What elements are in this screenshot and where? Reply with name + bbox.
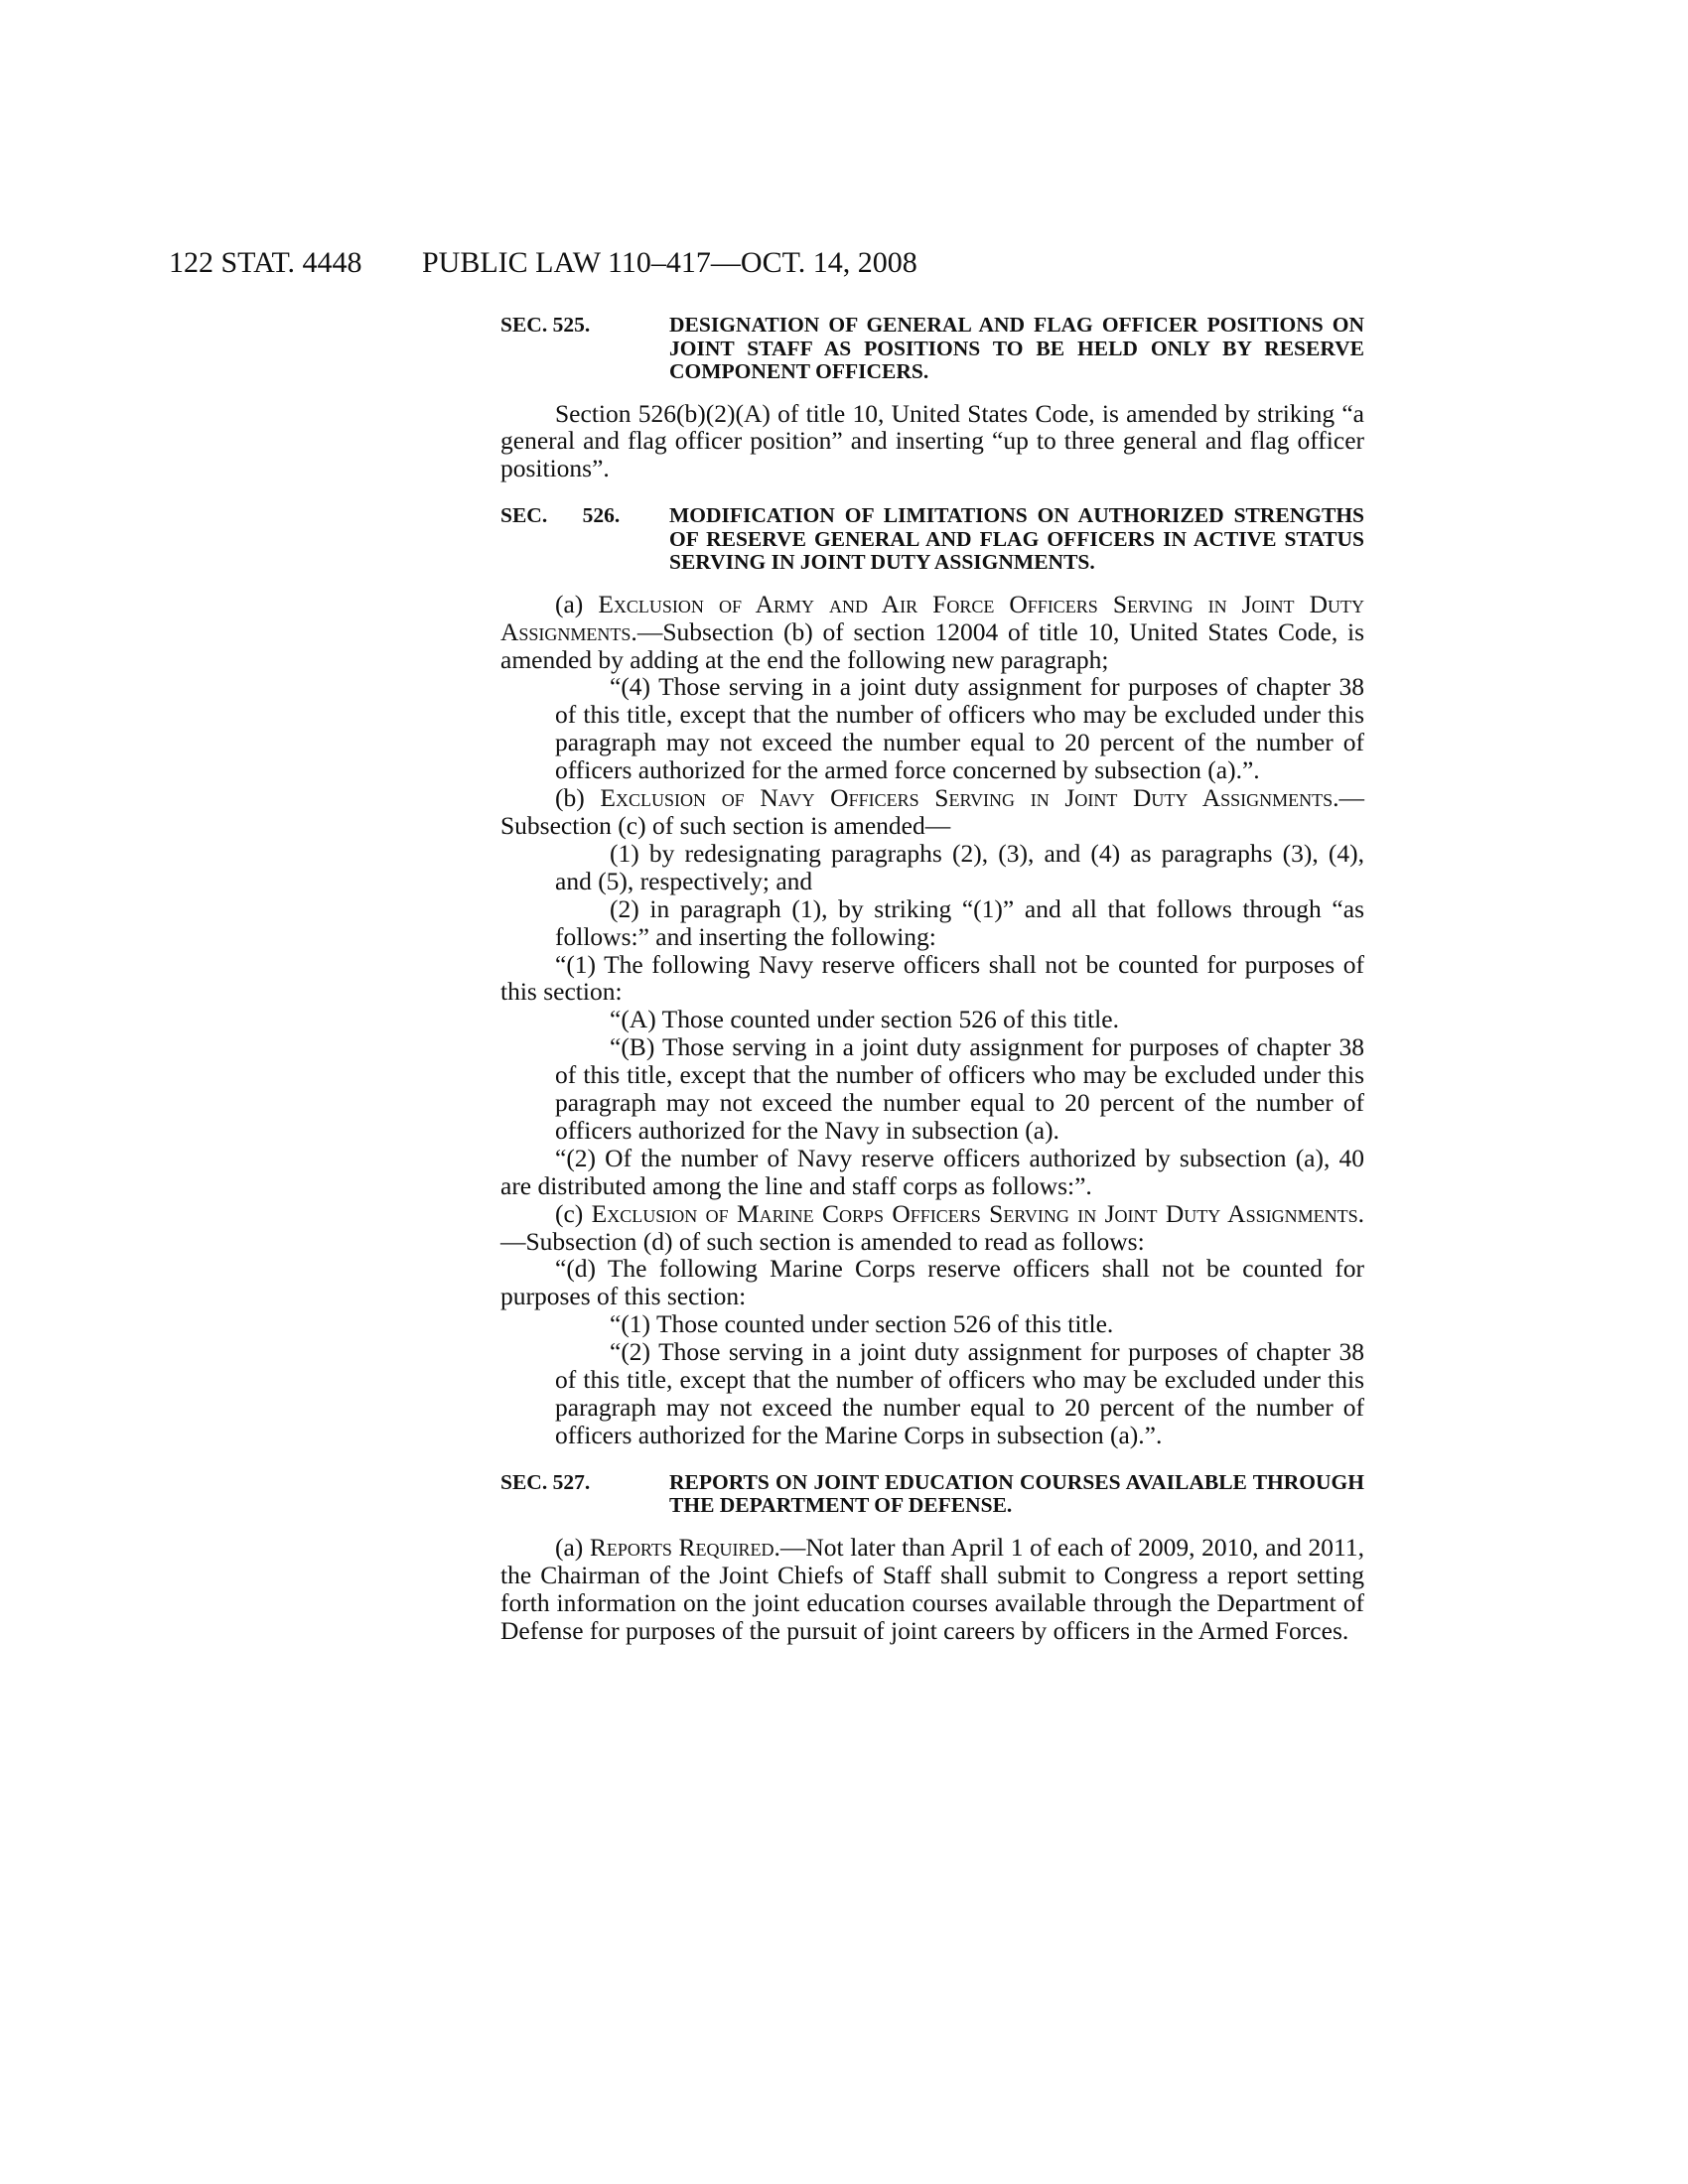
subsection-heading: Exclusion of Army and Air Force Officers Serving in Joint Duty Assignments. [500, 589, 1364, 646]
page-header [169, 246, 1460, 290]
quoted-subparagraph: “(B) Those serving in a joint duty assignment for purposes of chapter 38 of this title, except that the number of officers who may be excluded under this paragraph may not exceed the number equal to 20 percent of the number of officers authorized for the Navy in subsection (a). [555, 1032, 1364, 1145]
quoted-paragraph: “(1) The following Navy reserve officers shall not be counted for purposes of this section: [500, 949, 1364, 1007]
public-law-citation: PUBLIC LAW 110–417—OCT. 14, 2008 [422, 246, 917, 279]
section-title: REPORTS ON JOINT EDUCATION COURSES AVAILABLE THROUGH THE DEPARTMENT OF DEFENSE. [669, 1469, 1364, 1518]
section-527-heading [500, 1471, 1364, 1518]
section-525-heading [500, 314, 1364, 384]
paragraph-item: (2) in paragraph (1), by striking “(1)” and all that follows through “as follows:” and inserting the following: [555, 893, 1364, 951]
section-title: MODIFICATION OF LIMITATIONS ON AUTHORIZED STRENGTHS OF RESERVE GENERAL AND FLAG OFFICERS IN ACTIVE STATUS SERVING IN JOINT DUTY ASSIGNMENTS. [669, 503, 1364, 575]
subsection-heading: Exclusion of Marine Corps Officers Serving in Joint Duty Assignments. [591, 1198, 1364, 1228]
section-526-heading [500, 504, 1364, 575]
statute-page-number: 122 STAT. 4448 [169, 246, 362, 279]
subsection-a: (a) Exclusion of Army and Air Force Officers Serving in Joint Duty Assignments.—Subsection (b) of section 12004 of title 10, United States Code, is amended by adding at the end the following new paragraph; [500, 589, 1364, 674]
subsection-c: (c) Exclusion of Marine Corps Officers Serving in Joint Duty Assignments.—Subsection (d) of such section is amended to read as follows: [500, 1198, 1364, 1256]
subsection-b: (b) Exclusion of Navy Officers Serving in Joint Duty Assignments.—Subsection (c) of such section is amended— [500, 783, 1364, 840]
quoted-paragraph: “(4) Those serving in a joint duty assignment for purposes of chapter 38 of this title, except that the number of officers who may be excluded under this paragraph may not exceed the number equal to 20 percent of the number of officers authorized for the armed force concerned by subsection (a).”. [555, 672, 1364, 785]
subsection-a: (a) Reports Required.—Not later than April 1 of each of 2009, 2010, and 2011, the Chairman of the Joint Chiefs of Staff shall submit to Congress a report setting forth information on the joint education courses available through the Department of Defense for purposes of the pursuit of joint careers by officers in the Armed Forces. [500, 1532, 1364, 1645]
quoted-paragraph: “(d) The following Marine Corps reserve officers shall not be counted for purposes of this section: [500, 1254, 1364, 1311]
subsection-heading: Exclusion of Navy Officers Serving in Joint Duty Assignments. [600, 783, 1339, 813]
section-525-text: Section 526(b)(2)(A) of title 10, United States Code, is amended by striking “a general and flag officer position” and inserting “up to three general and flag officer positions”. [500, 398, 1364, 483]
section-number: SEC. 525. [500, 313, 591, 337]
section-number: SEC. 527. [500, 1469, 591, 1494]
section-number: SEC. 526. [500, 503, 621, 528]
document-body [500, 314, 1364, 1644]
subsection-heading: Reports Required. [589, 1532, 780, 1562]
section-title: DESIGNATION OF GENERAL AND FLAG OFFICER POSITIONS ON JOINT STAFF AS POSITIONS TO BE HELD ONLY BY RESERVE COMPONENT OFFICERS. [669, 313, 1364, 383]
paragraph-item: (1) by redesignating paragraphs (2), (3), and (4) as paragraphs (3), (4), and (5), respectively; and [555, 838, 1364, 895]
quoted-paragraph: “(2) Of the number of Navy reserve officers authorized by subsection (a), 40 are distributed among the line and staff corps as follows:”. [500, 1143, 1364, 1200]
quoted-subparagraph: “(A) Those counted under section 526 of this title. [610, 1005, 1119, 1034]
quoted-subparagraph: “(2) Those serving in a joint duty assignment for purposes of chapter 38 of this title, except that the number of officers who may be excluded under this paragraph may not exceed the number equal to 20 percent of the number of officers authorized for the Marine Corps in subsection (a).”. [555, 1337, 1364, 1449]
quoted-subparagraph: “(1) Those counted under section 526 of this title. [610, 1309, 1114, 1339]
